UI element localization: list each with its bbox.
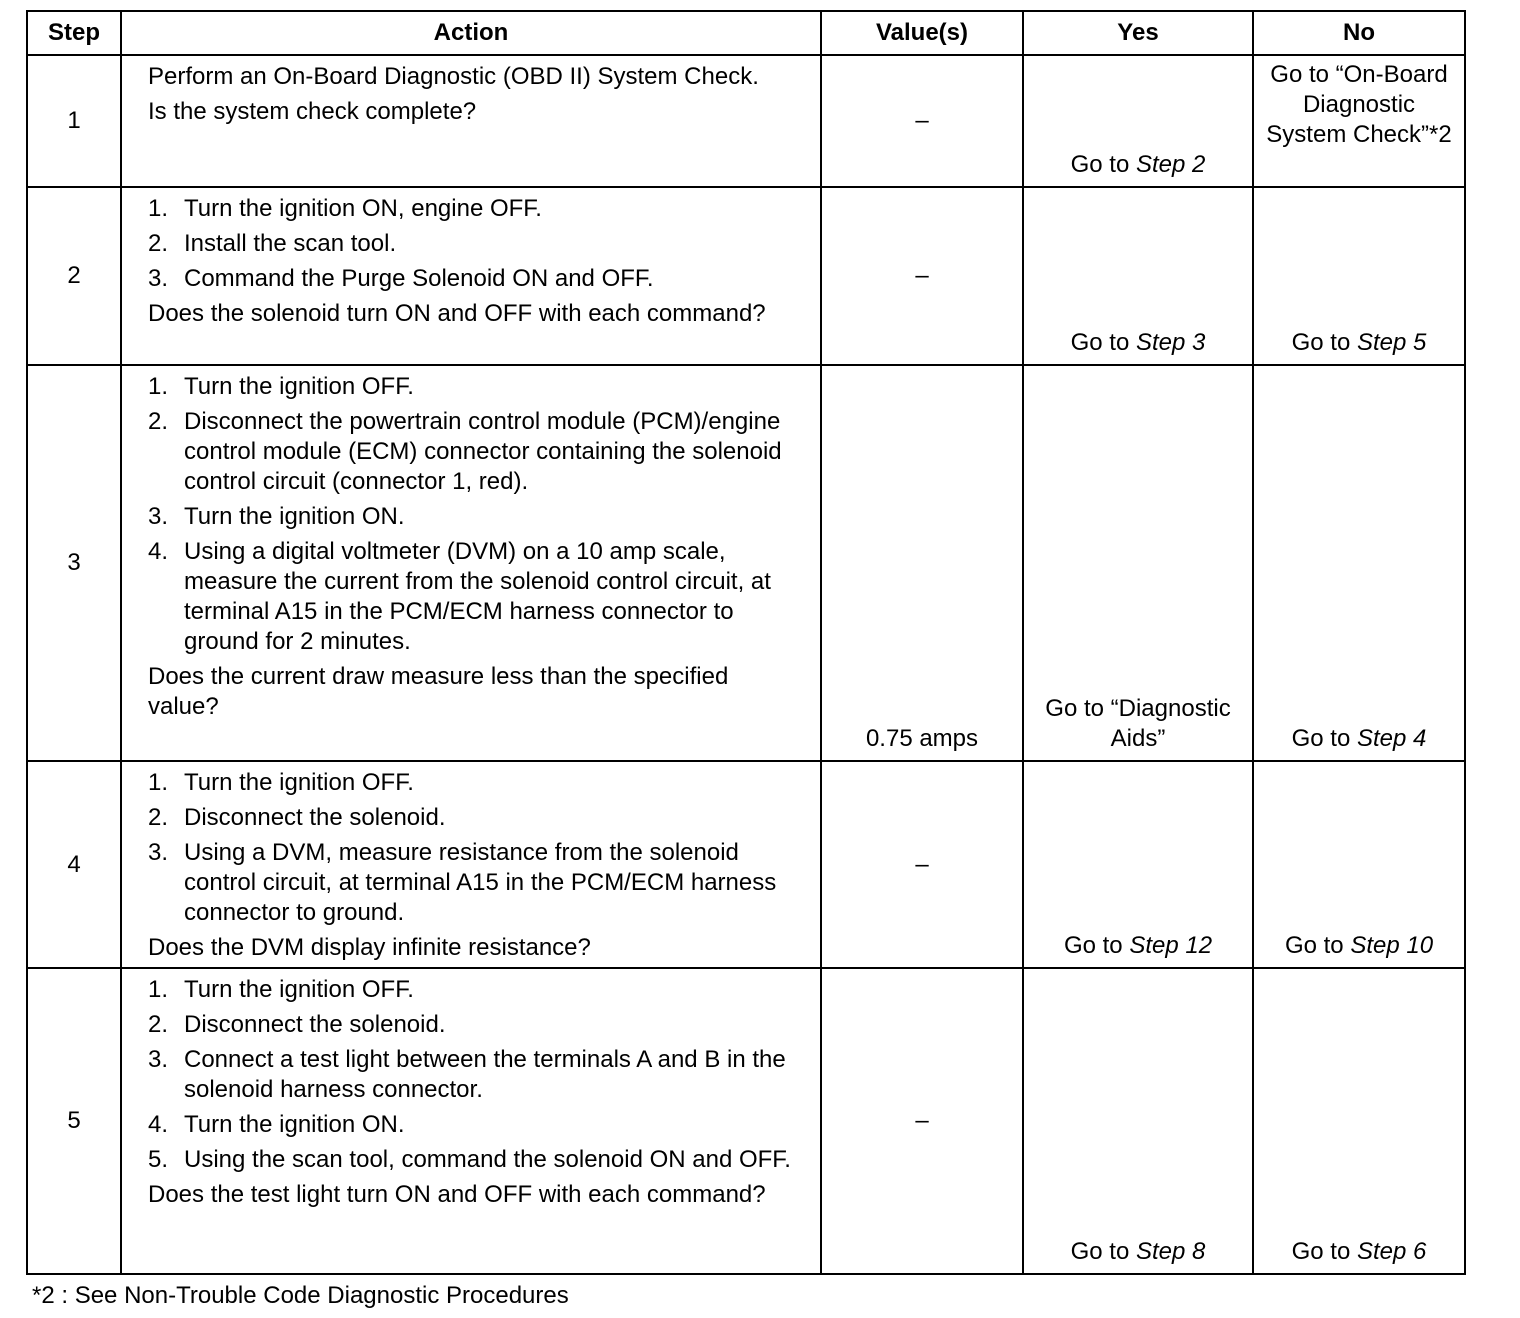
item-number: 2. <box>148 1011 169 1038</box>
action-list <box>148 768 804 928</box>
yes-target: Step 3 <box>1135 329 1206 356</box>
yes-cell <box>1023 968 1253 1274</box>
list-item <box>148 803 804 833</box>
item-text: Disconnect the solenoid. <box>184 804 446 831</box>
no-cell <box>1253 365 1465 761</box>
no-prefix: Go to <box>1291 725 1357 752</box>
list-item <box>148 1145 804 1175</box>
step-number: 1 <box>27 55 121 187</box>
yes-text: Go to “Diagnostic Aids” <box>1045 695 1231 752</box>
value-cell: – <box>821 187 1023 365</box>
item-number: 3. <box>148 265 169 292</box>
no-target: Step 5 <box>1356 329 1427 356</box>
item-number: 3. <box>148 839 169 866</box>
action-list <box>148 975 804 1175</box>
value-cell: – <box>821 761 1023 968</box>
diagnostic-table <box>26 10 1466 1275</box>
list-item <box>148 1110 804 1140</box>
item-number: 4. <box>148 1111 169 1138</box>
no-cell <box>1253 761 1465 968</box>
header-action: Action <box>121 11 821 55</box>
action-cell <box>121 761 821 968</box>
list-item <box>148 975 804 1005</box>
item-text: Disconnect the powertrain control module (PCM)/engine control module (ECM) connector containing the solenoid control circuit (connector 1, red). <box>184 408 782 495</box>
table-row-step-5 <box>27 968 1465 1274</box>
no-text: Go to “On-Board Diagnostic System Check”*2 <box>1266 61 1452 148</box>
step-number: 2 <box>27 187 121 365</box>
item-text: Command the Purge Solenoid ON and OFF. <box>184 265 654 292</box>
header-step: Step <box>27 11 121 55</box>
step-number: 4 <box>27 761 121 968</box>
item-number: 2. <box>148 804 169 831</box>
item-number: 3. <box>148 503 169 530</box>
action-cell <box>121 968 821 1274</box>
no-cell <box>1253 968 1465 1274</box>
item-number: 1. <box>148 195 169 222</box>
item-text: Disconnect the solenoid. <box>184 1011 446 1038</box>
no-target: Step 10 <box>1350 932 1434 959</box>
table-row-step-3 <box>27 365 1465 761</box>
item-text: Turn the ignition ON. <box>184 1111 405 1138</box>
action-question: Is the system check complete? <box>148 98 477 125</box>
yes-prefix: Go to <box>1070 151 1136 178</box>
action-intro: Perform an On-Board Diagnostic (OBD II) System Check. <box>148 63 759 90</box>
list-item <box>148 194 804 224</box>
value-cell: – <box>821 968 1023 1274</box>
item-number: 2. <box>148 230 169 257</box>
yes-target: Step 12 <box>1129 932 1213 959</box>
header-yes: Yes <box>1023 11 1253 55</box>
item-number: 3. <box>148 1046 169 1073</box>
action-question: Does the solenoid turn ON and OFF with each command? <box>148 300 766 327</box>
no-prefix: Go to <box>1291 1238 1357 1265</box>
action-question: Does the test light turn ON and OFF with each command? <box>148 1181 766 1208</box>
action-cell <box>121 365 821 761</box>
value-cell: – <box>821 55 1023 187</box>
yes-target: Step 2 <box>1135 151 1206 178</box>
item-text: Turn the ignition ON. <box>184 503 405 530</box>
no-cell <box>1253 187 1465 365</box>
item-text: Using a DVM, measure resistance from the solenoid control circuit, at terminal A15 in the PCM/ECM harness connector to ground. <box>184 839 777 926</box>
yes-cell <box>1023 187 1253 365</box>
list-item <box>148 1010 804 1040</box>
list-item <box>148 768 804 798</box>
no-prefix: Go to <box>1291 329 1357 356</box>
list-item <box>148 502 804 532</box>
item-text: Turn the ignition OFF. <box>184 373 414 400</box>
item-number: 4. <box>148 538 169 565</box>
item-number: 2. <box>148 408 169 435</box>
item-text: Using the scan tool, command the solenoid ON and OFF. <box>184 1146 791 1173</box>
yes-target: Step 8 <box>1135 1238 1206 1265</box>
item-text: Connect a test light between the terminals A and B in the solenoid harness connector. <box>184 1046 786 1103</box>
no-target: Step 4 <box>1356 725 1427 752</box>
no-target: Step 6 <box>1356 1238 1427 1265</box>
yes-cell <box>1023 55 1253 187</box>
item-number: 5. <box>148 1146 169 1173</box>
action-question: Does the current draw measure less than the specified value? <box>148 663 729 720</box>
list-item <box>148 838 804 928</box>
list-item <box>148 407 804 497</box>
list-item <box>148 537 804 657</box>
step-number: 5 <box>27 968 121 1274</box>
yes-prefix: Go to <box>1070 1238 1136 1265</box>
yes-prefix: Go to <box>1063 932 1130 959</box>
yes-cell <box>1023 365 1253 761</box>
list-item <box>148 229 804 259</box>
item-number: 1. <box>148 373 169 400</box>
table-row-step-1 <box>27 55 1465 187</box>
footnote: *2 : See Non-Trouble Code Diagnostic Procedures <box>32 1282 569 1309</box>
action-list <box>148 372 804 657</box>
item-text: Turn the ignition OFF. <box>184 976 414 1003</box>
table-row-step-2 <box>27 187 1465 365</box>
value-cell: 0.75 amps <box>821 365 1023 761</box>
no-cell <box>1253 55 1465 187</box>
yes-prefix: Go to <box>1070 329 1136 356</box>
action-cell <box>121 55 821 187</box>
step-number: 3 <box>27 365 121 761</box>
header-row <box>27 11 1465 55</box>
no-prefix: Go to <box>1284 932 1351 959</box>
action-cell <box>121 187 821 365</box>
list-item <box>148 264 804 294</box>
item-text: Install the scan tool. <box>184 230 397 257</box>
list-item <box>148 372 804 402</box>
action-list <box>148 194 804 294</box>
item-number: 1. <box>148 976 169 1003</box>
item-text: Using a digital voltmeter (DVM) on a 10 amp scale, measure the current from the solenoid control circuit, at terminal A15 in the PCM/ECM harness connector to ground for 2 minutes. <box>184 538 771 655</box>
header-values: Value(s) <box>821 11 1023 55</box>
item-text: Turn the ignition OFF. <box>184 769 414 796</box>
yes-cell <box>1023 761 1253 968</box>
item-text: Turn the ignition ON, engine OFF. <box>184 195 542 222</box>
item-number: 1. <box>148 769 169 796</box>
list-item <box>148 1045 804 1105</box>
header-no: No <box>1253 11 1465 55</box>
table-row-step-4 <box>27 761 1465 968</box>
action-question: Does the DVM display infinite resistance? <box>148 934 591 961</box>
